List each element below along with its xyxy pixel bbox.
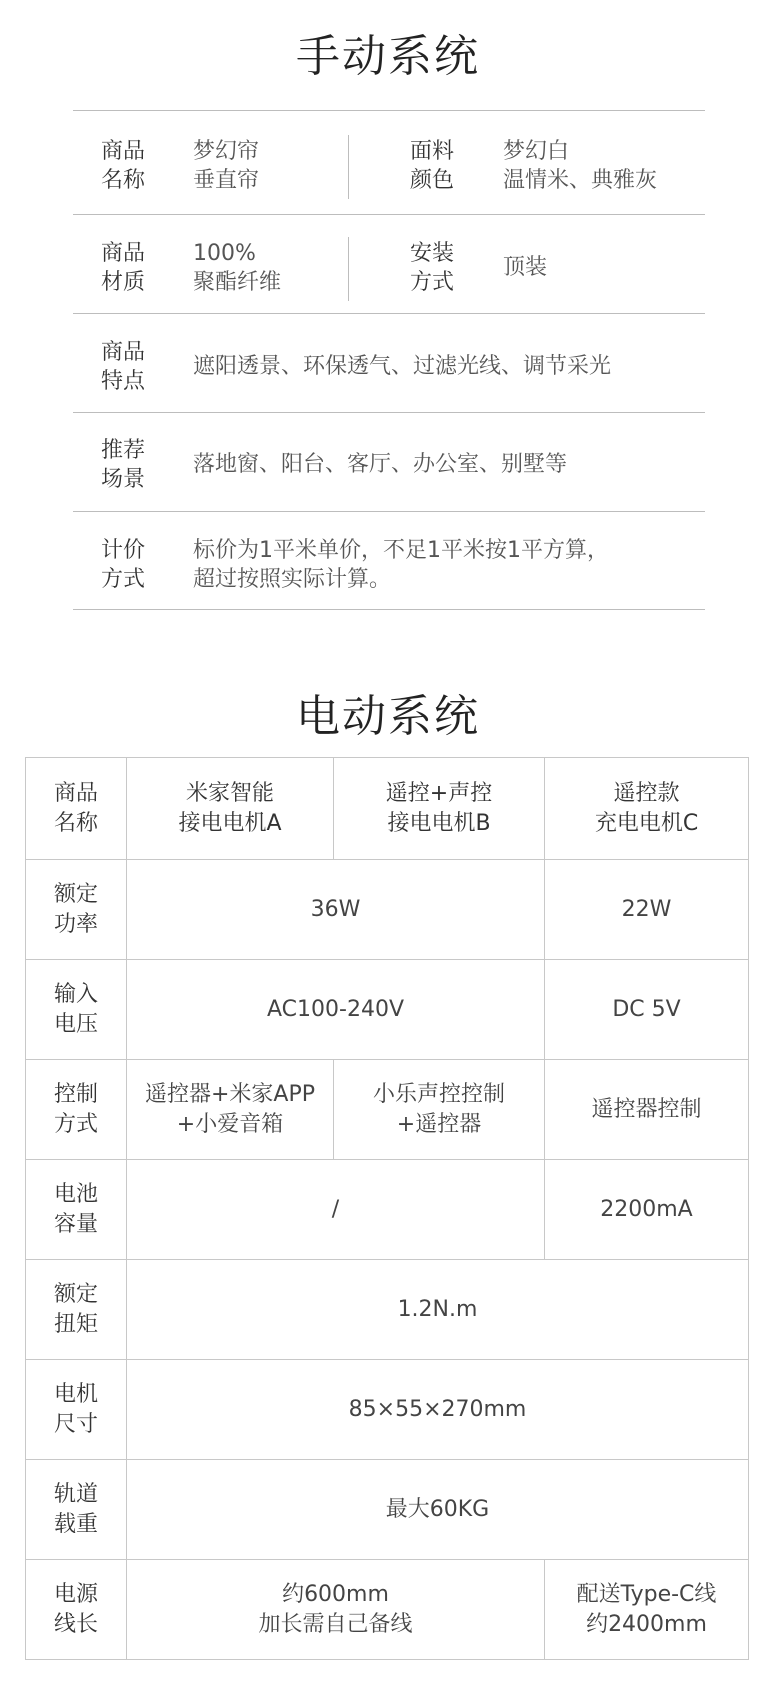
divider — [73, 110, 705, 111]
row-label-installation: 安装 方式 — [410, 241, 455, 295]
column-header-motor-a: 米家智能 接电电机A — [127, 758, 334, 860]
electric-spec-table — [25, 757, 749, 1660]
row-header-control-mode: 控制 方式 — [26, 1060, 127, 1160]
row-label-product-name: 商品 名称 — [101, 139, 146, 193]
row-value-installation: 顶装 — [503, 255, 548, 280]
row-value-fabric-color: 梦幻白 温情米、典雅灰 — [503, 139, 658, 193]
cell-cable-length-c: 配送Type-C线 约2400mm — [545, 1560, 749, 1660]
cell-rated-power-c: 22W — [545, 860, 749, 960]
row-header-input-voltage: 输入 电压 — [26, 960, 127, 1060]
row-header-rated-torque: 额定 扭矩 — [26, 1260, 127, 1360]
manual-section-title: 手动系统 — [296, 31, 480, 82]
row-value-features: 遮阳透景、环保透气、过滤光线、调节采光 — [193, 354, 612, 379]
divider — [73, 214, 705, 215]
cell-rated-power-ab: 36W — [127, 860, 545, 960]
column-divider — [348, 135, 349, 199]
row-value-pricing: 标价为1平米单价，不足1平米按1平方算， 超过按照实际计算。 — [193, 538, 609, 592]
row-value-material: 100% 聚酯纤维 — [193, 241, 282, 295]
column-divider — [348, 237, 349, 301]
row-label-pricing: 计价 方式 — [101, 538, 146, 592]
row-value-product-name: 梦幻帘 垂直帘 — [193, 139, 260, 193]
table-row — [26, 1060, 749, 1160]
row-label-features: 商品 特点 — [101, 340, 146, 394]
divider — [73, 412, 705, 413]
divider — [73, 511, 705, 512]
row-header-rated-power: 额定 功率 — [26, 860, 127, 960]
row-header-product-name: 商品 名称 — [26, 758, 127, 860]
cell-track-load: 最大60KG — [127, 1460, 749, 1560]
table-row — [26, 1260, 749, 1360]
cell-motor-size: 85×55×270mm — [127, 1360, 749, 1460]
cell-cable-length-ab: 约600mm 加长需自己备线 — [127, 1560, 545, 1660]
row-header-track-load: 轨道 载重 — [26, 1460, 127, 1560]
cell-control-mode-c: 遥控器控制 — [545, 1060, 749, 1160]
column-header-motor-b: 遥控+声控 接电电机B — [334, 758, 545, 860]
row-label-scenes: 推荐 场景 — [101, 438, 146, 492]
table-row — [26, 1360, 749, 1460]
row-label-fabric-color: 面料 颜色 — [410, 139, 455, 193]
electric-section-title: 电动系统 — [296, 691, 480, 742]
row-label-material: 商品 材质 — [101, 241, 146, 295]
table-row — [26, 860, 749, 960]
table-row — [26, 960, 749, 1060]
table-row — [26, 1560, 749, 1660]
cell-rated-torque: 1.2N.m — [127, 1260, 749, 1360]
table-row — [26, 1160, 749, 1260]
row-value-scenes: 落地窗、阳台、客厅、办公室、别墅等 — [193, 452, 568, 477]
cell-battery-capacity-ab: / — [127, 1160, 545, 1260]
cell-input-voltage-ab: AC100-240V — [127, 960, 545, 1060]
row-header-battery-capacity: 电池 容量 — [26, 1160, 127, 1260]
divider — [73, 313, 705, 314]
cell-control-mode-b: 小乐声控控制 +遥控器 — [334, 1060, 545, 1160]
divider — [73, 609, 705, 610]
table-row — [26, 758, 749, 860]
cell-input-voltage-c: DC 5V — [545, 960, 749, 1060]
table-row — [26, 1460, 749, 1560]
cell-battery-capacity-c: 2200mA — [545, 1160, 749, 1260]
column-header-motor-c: 遥控款 充电电机C — [545, 758, 749, 860]
cell-control-mode-a: 遥控器+米家APP +小爱音箱 — [127, 1060, 334, 1160]
row-header-motor-size: 电机 尺寸 — [26, 1360, 127, 1460]
row-header-cable-length: 电源 线长 — [26, 1560, 127, 1660]
